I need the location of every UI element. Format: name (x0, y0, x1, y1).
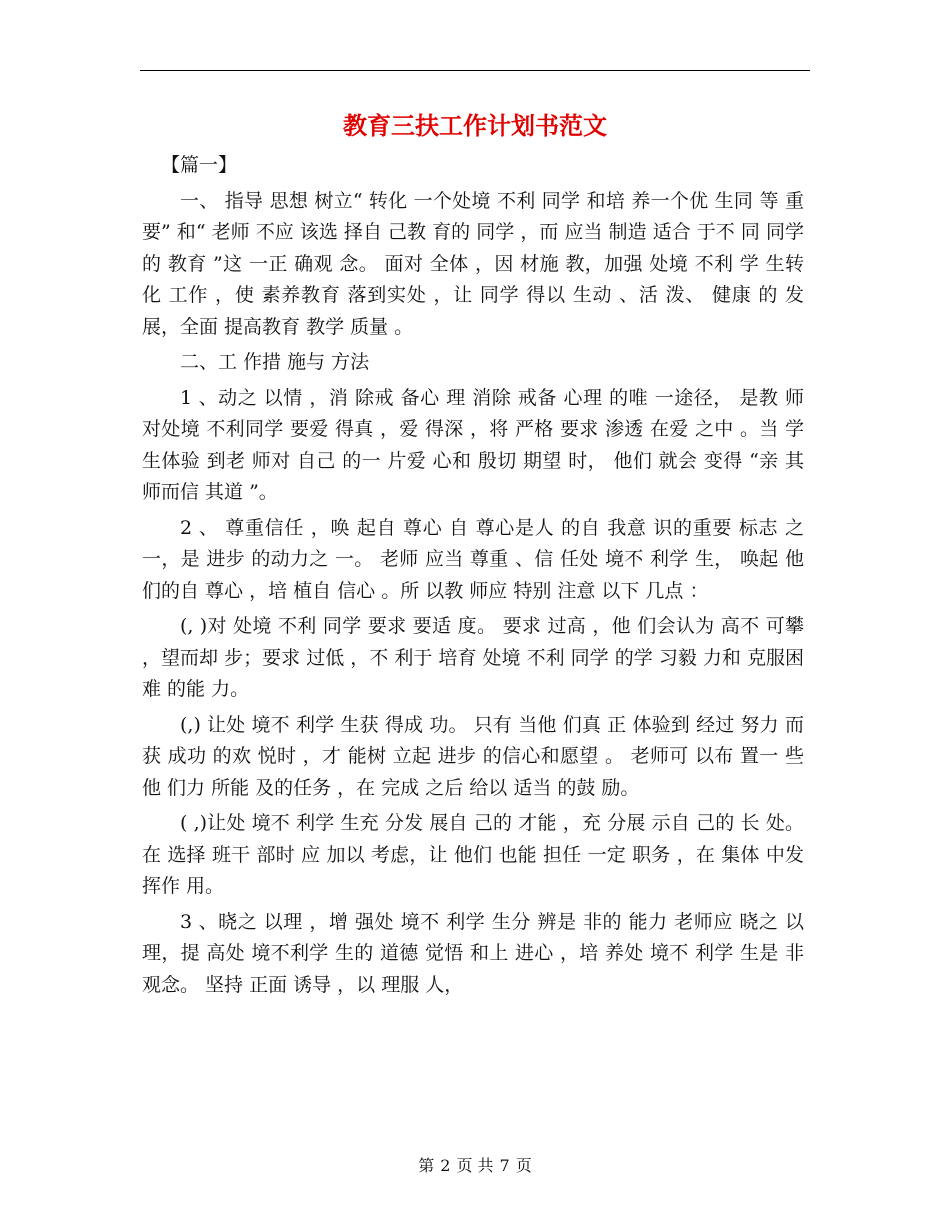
footer-middle: 页 共 (456, 1156, 494, 1175)
paragraph-guiding-ideology: 一、 指导 思想 树立“ 转化 一个处境 不利 同学 和培 养一个优 生同 等 重要” 和“ 老师 不应 该选 择自 己教 育的 同学 ，而 应当 制造 适合 于不 同 同学的 教育 ”这 一正 确观 念。 面对 全体 ，因 材施 教，加强 处境 不利 学 生转化 工作 ，使 素养教育 落到实处 ，让 同学 得以 生动 、活 泼、 健康 的 发 展，全面 提高教育 教学 质量 。 (142, 189, 804, 338)
header-rule (140, 70, 810, 71)
section-label: 【篇一】 (161, 154, 238, 176)
paragraph-point-1: (, )对 处境 不利 同学 要求 要适 度。 要求 过高 ，他 们会认为 高不 可攀 ，望而却 步；要求 过低 ，不 利于 培育 处境 不利 同学 的学 习毅 力和 克服困难 的能 力。 (142, 615, 804, 700)
paragraph-measure-2: 2 、 尊重信任 ，唤 起自 尊心 自 尊心是人 的自 我意 识的重要 标志 之 一，是 进步 的动力之 一。 老师 应当 尊重 、信 任处 境不 利学 生， 唤起 他 们的自 尊心 ，培 植自 信心 。所 以教 师应 特别 注意 以下 几点 ： (142, 516, 804, 602)
page-footer (0, 1153, 950, 1176)
document-title: 教育三扶工作计划书范文 (343, 111, 607, 140)
paragraph-measure-3: 3 、晓之 以理 ，增 强处 境不 利学 生分 辨是 非的 能力 老师应 晓之 以 理，提 高处 境不利学 生的 道德 觉悟 和上 进心 ，培 养处 境不 利学 生是 非 观念。 坚持 正面 诱导 ，以 理服 人， (142, 910, 804, 996)
footer-prefix: 第 (418, 1156, 435, 1175)
footer-suffix: 页 (515, 1156, 532, 1175)
document-body (142, 150, 804, 1005)
footer-total-pages: 7 (499, 1156, 510, 1175)
paragraph-point-3: ( ,)让处 境不 利学 生充 分发 展自 己的 才能 ，充 分展 示自 己的 长 处。在 选择 班干 部时 应 加以 考虑，让 他们 也能 担任 一定 职务 ，在 集体 中发挥作 用。 (142, 812, 804, 897)
paragraph-measures-heading: 二、工 作措 施与 方法 (180, 351, 370, 373)
paragraph-measure-1: 1 、动之 以情 ，消 除戒 备心 理 消除 戒备 心理 的唯 一途径， 是教 师 对处境 不利同学 要爱 得真 ，爱 得深 ，将 严格 要求 渗透 在爱 之中 。当 学 生体验 到老 师对 自己 的一 片爱 心和 殷切 期望 时， 他们 就会 变得 “亲 其 师而信 其道 ”。 (142, 386, 804, 503)
paragraph-point-2: (,) 让处 境不 利学 生获 得成 功。 只有 当他 们真 正 体验到 经过 努力 而获 成功 的欢 悦时 ，才 能树 立起 进步 的信心和愿望 。 老师可 以布 置一 些他 们力 所能 及的任务 ，在 完成 之后 给以 适当 的鼓 励。 (142, 713, 804, 799)
footer-page-number: 2 (440, 1156, 451, 1175)
